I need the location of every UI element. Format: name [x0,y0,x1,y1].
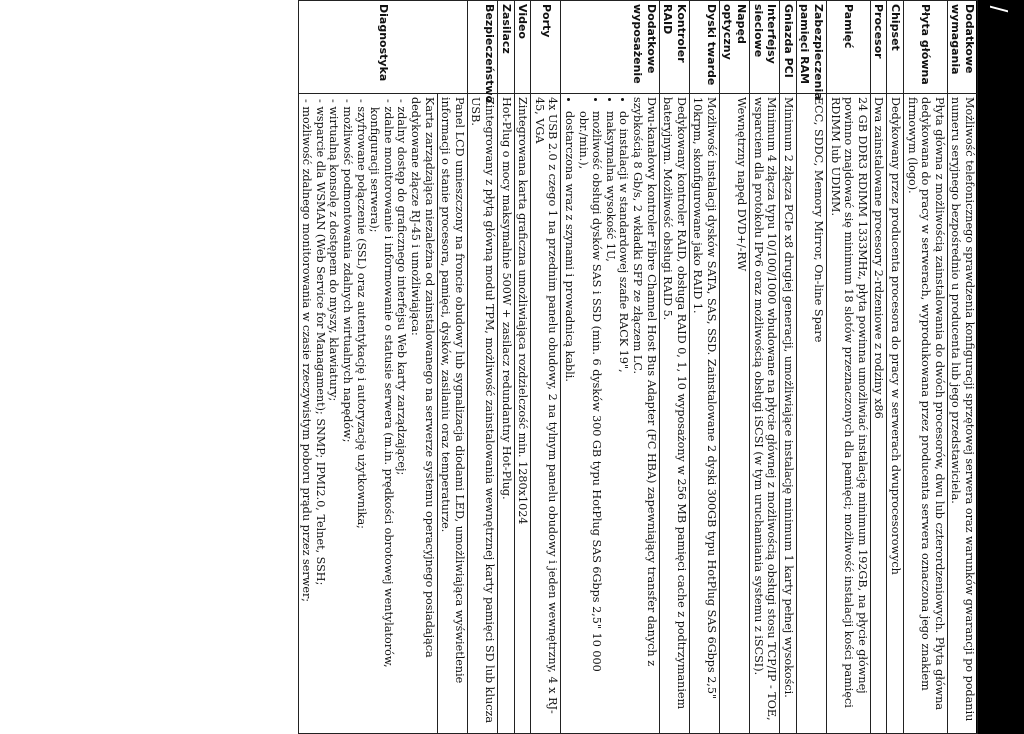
row-label: Dodatkowe wyposażenie [561,1,659,94]
row-value: Płyta główna z możliwością zainstalowania do dwóch procesorów, dwu lub czterordzeniowych. Płyta główna dedykowana do pracy w serwerach, wyprodukowana przez producenta serwera oznaczona jego znakiem firmowym (logo). [904,94,948,734]
list-item: • dostarczona wraz z szynami i prowadnicą kabli. [562,111,576,730]
row-label: Zabezpieczenia pamięci RAM [796,1,826,94]
row-value-text: Dwu-kanałowy kontroler Fibre Channel Host Bus Adapter (FC HBA) zapewniający transfer danych z szybkością 8 Gb/s, 2 wkładki SFP ze złączem LC. [630,97,658,667]
row-value [298,94,437,734]
row-value: Zintegrowana karta graficzna umożliwiająca rozdzielczość min. 1280x1024 [514,94,531,734]
row-value-text: Karta zarządzająca niezależna od zainstalowanego na serwerze systemu operacyjnego posiadająca dedykowane złącze RJ-45 i umożliwiająca: [409,97,436,658]
row-value: Możliwość telefonicznego sprawdzenia konfiguracji sprzętowej serwera oraz warunków gwarancji po podaniu numeru seryjnego bezpośrednio u producenta lub jego przedstawiciela. [947,94,977,734]
list-item: - szyfrowane połączenie (SSL) oraz autentykację i autoryzację użytkownika; [354,107,368,730]
row-value: Panel LCD umieszczony na froncie obudowy lub sygnalizacja diodami LED, umożliwiająca wyświetlenie informacji o stanie procesora, pamięci, dysków, zasilaniu oraz temperaturze. [437,94,467,734]
table-row [514,1,531,734]
row-value: Możliwość instalacji dysków SATA, SAS, SSD. Zainstalowane 2 dyski 300GB typu HotPlug SAS 6Gbps 2,5" 10krpm, skonfigurowane jako RAID 1. [689,94,719,734]
dash-list [300,97,409,730]
row-label: Zasilacz [498,1,515,94]
row-label: Porty [531,1,561,94]
table-row [719,1,749,734]
row-value: Dedykowany przez producenta procesora do pracy w serwerach dwuprocesorowych [887,94,904,734]
table-row [561,1,659,734]
list-item: - zdalny dostęp do graficznego interfejsu Web karty zarządzającej; [395,107,409,730]
row-label: Chipset [887,1,904,94]
list-item: • do instalacji w standardowej szafie RACK 19", [617,111,631,730]
table-row [689,1,719,734]
row-label: Video [514,1,531,94]
table-row [750,1,780,734]
row-label: Napęd optyczny [719,1,749,94]
row-value: Dedykowany kontroler RAID, obsługa RAID 0, 1, 10 wyposażony w 256 MB pamięci cache z podtrzymaniem bateryjnym. Możliwość obsługi RAID 5. [659,94,689,734]
spec-table [298,0,978,734]
table-row [298,1,437,734]
row-value: ECC, SDDC, Memory Mirror, On-line Spare [796,94,826,734]
list-item: • możliwość obsługi dysków SAS i SSD (min. 6 dysków 300 GB typu HotPlug SAS 6Gbps 2,5" 10 000 obr./min.), [576,111,603,730]
row-value: 24 GB DDR3 RDIMM 1333MHz, płyta powinna umożliwiać instalację minimum 192GB, na płycie głównej powinno znajdować się minimum 18 slotów przeznaczonych dla pamięci; możliwość instalacji kości pamięci RDIMM lub UDIMM. [827,94,871,734]
row-value: Minimum 2 złącza PCIe x8 drugiej generacji, umożliwiające instalację minimum 1 karty pełnej wysokości. [780,94,797,734]
row-label: Dodatkowe wymagania [947,1,977,94]
table-row [887,1,904,734]
list-item: - możliwość zdalnego monitorowania w czasie rzeczywistym poboru prądu przez serwer; [300,107,314,730]
row-label: Procesor [870,1,887,94]
scan-artifact-mark [990,6,1008,13]
table-row [659,1,689,734]
row-label: Diagnostyka [298,1,467,94]
table-row [780,1,797,734]
table-row [467,1,497,734]
table-row [904,1,948,734]
table-row [947,1,977,734]
row-value: Dwa zainstalowane procesory 2-rdzeniowe z rodziny x86 [870,94,887,734]
row-value: Zintegrowany z płytą główną moduł TPM, możliwość zainstalowania wewnętrznej karty pamięci SD lub klucza USB. [467,94,497,734]
table-row [498,1,515,734]
row-value: Hot-Plug o mocy maksymalnie 500W + zasilacz redundantny Hot-Plug. [498,94,515,734]
list-item: - wsparcie dla WSMAN (Web Service for Managament); SNMP; IPMI2.0, Telnet, SSH; [313,107,327,730]
table-row [827,1,871,734]
row-label: Dyski twarde [689,1,719,94]
list-item: • maksymalna wysokość 1U, [603,111,617,730]
row-value: Wewnętrzny napęd DVD+/-RW [719,94,749,734]
table-row [531,1,561,734]
row-label: Kontroler RAID [659,1,689,94]
list-item: - zdalne monitorowanie i informowanie o statusie serwera (m.in. prędkości obrotowej wentylatorów, konfiguracji serwera); [368,107,395,730]
table-row [870,1,887,734]
row-value: Minimum 4 złącza typu 10/100/1000 wbudowane na płycie głównej z możliwością obsługi stosu TCP/IP - TOE, wsparciem dla protokołu IPv6 oraz możliwością obsługi iSCSI (w tym uruchamiania systemu z iSCSI). [750,94,780,734]
table-row [796,1,826,734]
row-label: Płyta główna [904,1,948,94]
row-label: Pamięć [827,1,871,94]
row-value [561,94,659,734]
scan-edge-band [976,0,1024,734]
row-label: Bezpieczeństwo [467,1,497,94]
row-value: 4x USB 2.0 z czego 1 na przednim panelu obudowy, 2 na tylnym panelu obudowy i jeden wewnętrzny, 4 x RJ-45, VGA [531,94,561,734]
table-row [437,1,467,734]
list-item: - wirtualną konsolę z dostępem do myszy, klawiatury; [327,107,341,730]
list-item: - możliwość podmontowania zdalnych wirtualnych napędów; [340,107,354,730]
bullet-list [562,97,630,730]
row-label: Interfejsy sieciowe [750,1,780,94]
row-label: Gniazda PCI [780,1,797,94]
